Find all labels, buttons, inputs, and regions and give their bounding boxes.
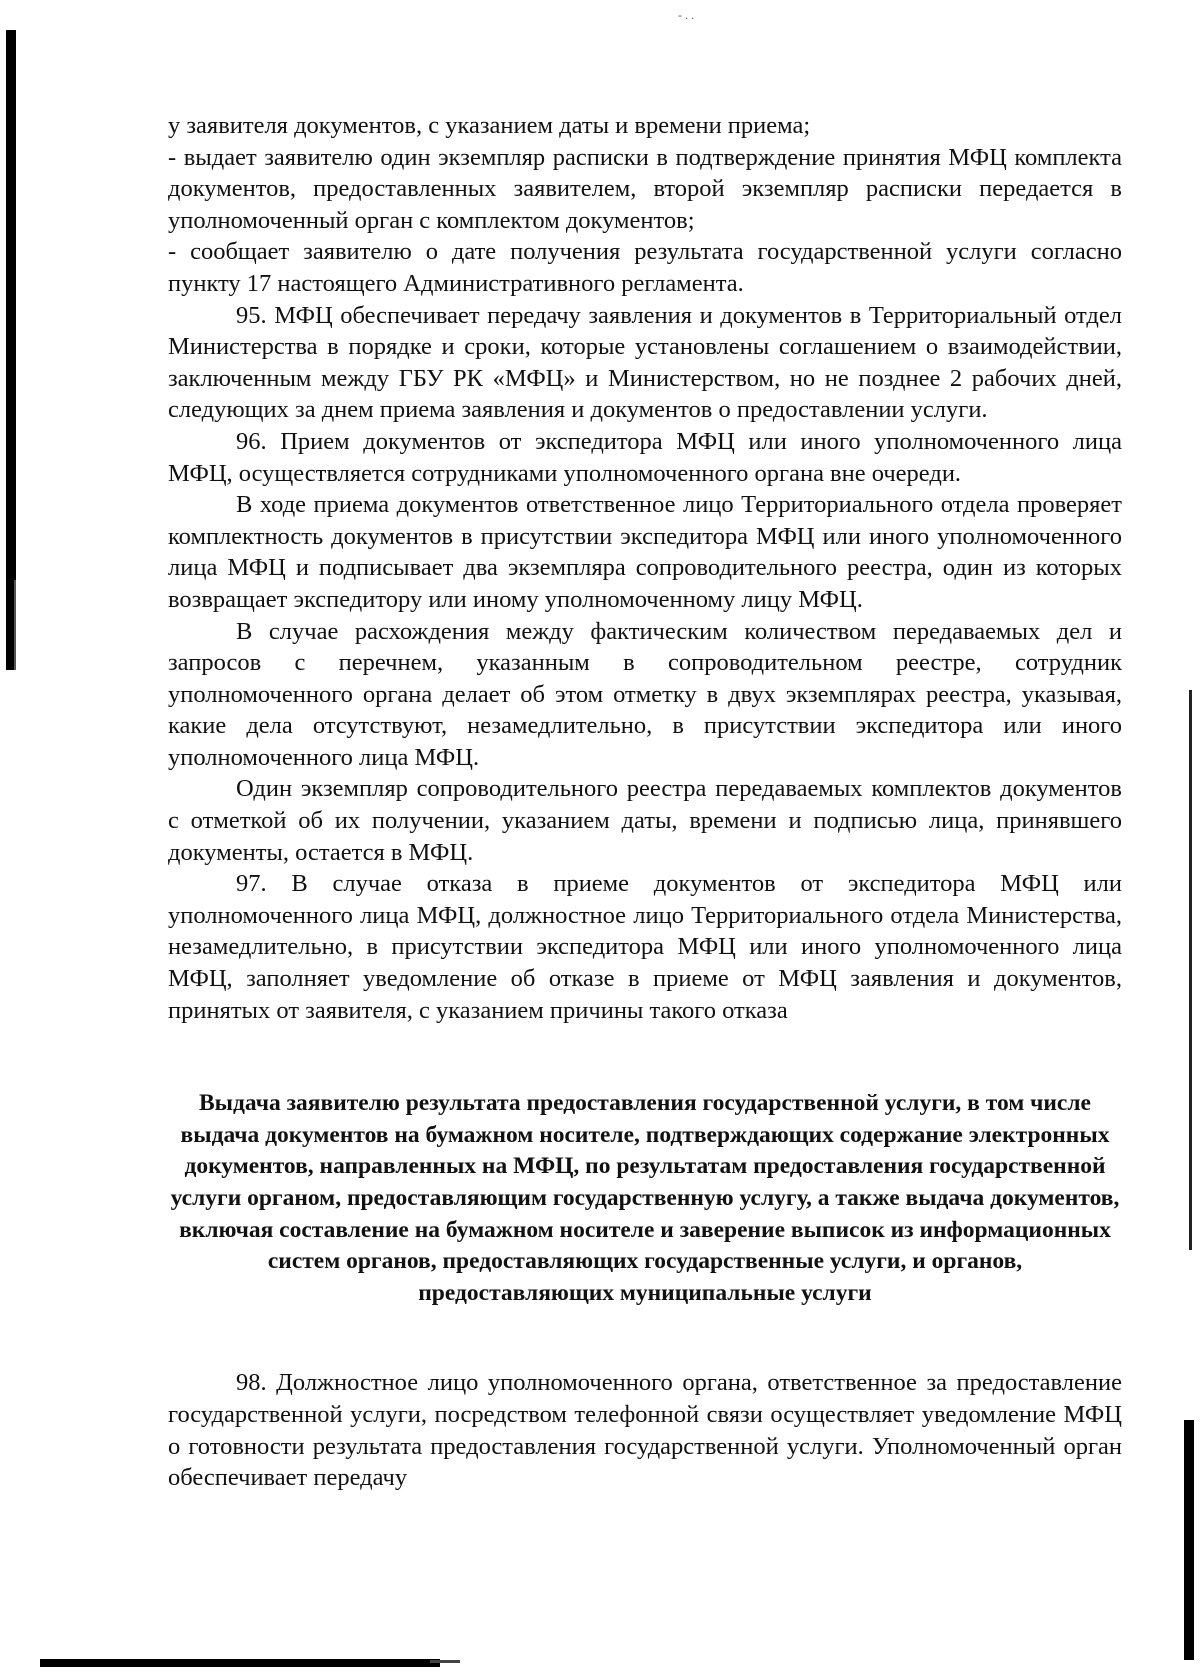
- scan-edge-left: [6, 30, 16, 670]
- paragraph: 96. Прием документов от экспедитора МФЦ или иного уполномоченного лица МФЦ, осуществляется сотрудниками уполномоченного органа вне очереди.: [168, 427, 1122, 487]
- paragraph: 97. В случае отказа в приеме документов от экспедитора МФЦ или уполномоченного лица МФЦ, должностное лицо Территориального отдела Министерства, незамедлительно, в присутствии экспедитора МФЦ или иного уполномоченного лица МФЦ, заполняет уведомление об отказе в приеме от МФЦ заявления и документов, принятых от заявителя, с указанием причины такого отказа: [168, 870, 1122, 1024]
- paragraph: у заявителя документов, с указанием даты и времени приема;: [168, 112, 811, 139]
- section-heading: Выдача заявителю результата предоставления государственной услуги, в том числе выдача документов на бумажном носителе, подтверждающих содержание электронных документов, направленных на МФЦ, по результатам предоставления государственной услуги органом, предоставляющим государственную услугу, а также выдача документов, включая составление на бумажном носителе и заверение выписок из информационных систем органов, предоставляющих государственные услуги, и органов, предоставляющих муниципальные услуги: [170, 1090, 1120, 1306]
- scan-edge-left-thin: [14, 580, 16, 670]
- paragraph: Один экземпляр сопроводительного реестра передаваемых комплектов документов с отметкой об их получении, указанием даты, времени и подписью лица, принявшего документы, остается в МФЦ.: [168, 775, 1122, 866]
- scan-edge-right: [1189, 690, 1192, 1250]
- paragraph: - выдает заявителю один экземпляр расписки в подтверждение принятия МФЦ комплекта документов, предоставленных заявителем, второй экземпляр расписки передается в уполномоченный орган с комплектом документов;: [168, 143, 1122, 234]
- paragraph: 95. МФЦ обеспечивает передачу заявления и документов в Территориальный отдел Министерства в порядке и сроки, которые установлены соглашением о взаимодействии, заключенным между ГБУ РК «МФЦ» и Министерством, но не позднее 2 рабочих дней, следующих за днем приема заявления и документов о предоставлении услуги.: [168, 301, 1122, 424]
- scan-edge-bottom: [40, 1659, 440, 1667]
- scan-edge-bottom-thin: [430, 1660, 460, 1663]
- scan-edge-right-thick: [1184, 1420, 1194, 1660]
- paragraph: В ходе приема документов ответственное лицо Территориального отдела проверяет комплектность документов в присутствии экспедитора МФЦ или иного уполномоченного лица МФЦ и подписывает два экземпляра сопроводительного реестра, один из которых возвращает экспедитору или иному уполномоченному лицу МФЦ.: [168, 491, 1122, 613]
- paragraph: В случае расхождения между фактическим количеством передаваемых дел и запросов с перечнем, указанным в сопроводительном реестре, сотрудник уполномоченного органа делает об этом отметку в двух экземплярах реестра, указывая, какие дела отсутствуют, незамедлительно, в присутствии экспедитора или иного уполномоченного лица МФЦ.: [168, 617, 1122, 771]
- paragraph: 98. Должностное лицо уполномоченного органа, ответственное за предоставление государственной услуги, посредством телефонной связи осуществляет уведомление МФЦ о готовности результата предоставления государственной услуги. Уполномоченный орган обеспечивает передачу: [168, 1369, 1122, 1492]
- top-mark: - . .: [678, 8, 694, 22]
- document-body: [168, 110, 1122, 1494]
- paragraph: - сообщает заявителю о дате получения результата государственной услуги согласно пункту 17 настоящего Административного регламента.: [168, 238, 1122, 297]
